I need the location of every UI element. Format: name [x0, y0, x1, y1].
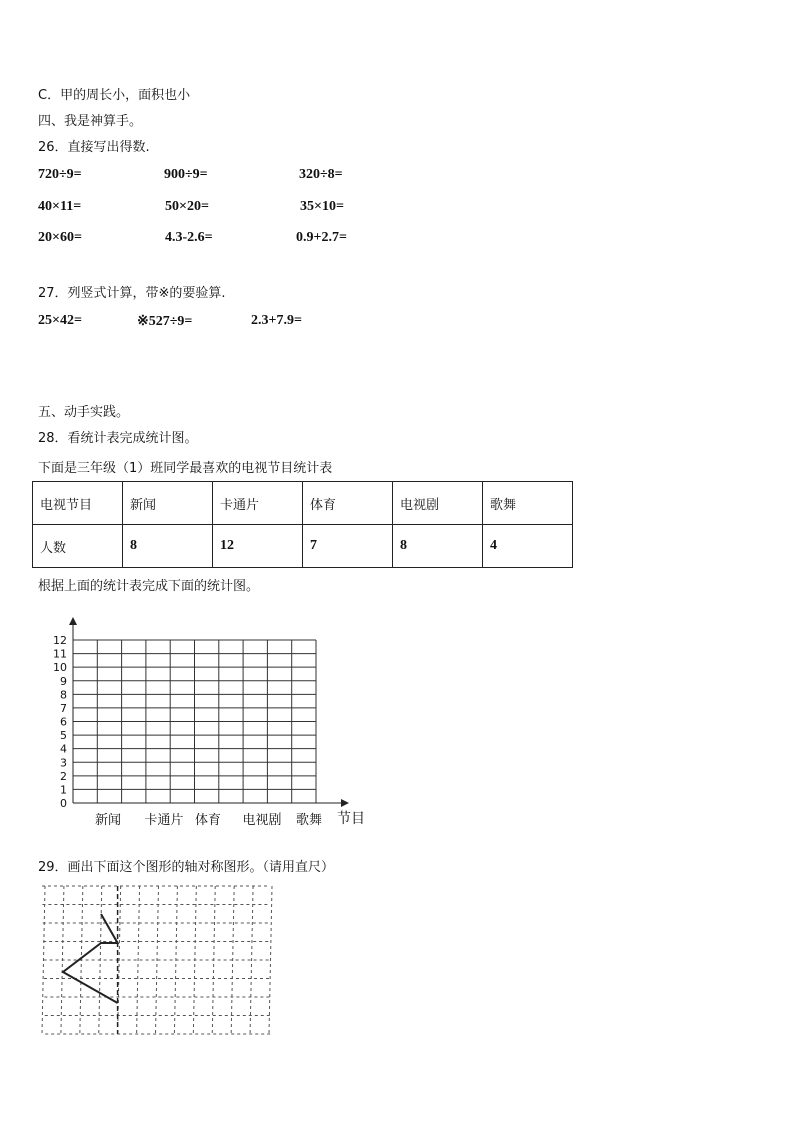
- x-category-label: 歌舞: [295, 813, 323, 828]
- q27-item: 2.3+7.9=: [251, 313, 302, 328]
- x-category-label: 电视剧: [242, 813, 282, 828]
- q27-item: ※527÷9=: [137, 314, 193, 329]
- chart-instruction: 根据上面的统计表完成下面的统计图。: [38, 579, 260, 594]
- section-5-heading: 五、动手实践。: [38, 405, 130, 420]
- table-title: 下面是三年级（1）班同学最喜欢的电视节目统计表: [38, 461, 333, 476]
- question-29-prompt: 29．画出下面这个图形的轴对称图形。（请用直尺）: [38, 860, 335, 875]
- table-cell: 8: [393, 525, 483, 568]
- y-tick-label: 10: [53, 661, 67, 675]
- table-cell: 7: [303, 525, 393, 568]
- x-category-label: 新闻: [94, 813, 122, 828]
- q26-item: 4.3-2.6=: [165, 230, 213, 245]
- y-tick-label: 1: [60, 783, 67, 797]
- half-figure-shape: [63, 914, 118, 1003]
- dashed-grid: [42, 886, 272, 1034]
- y-tick-label: 12: [53, 634, 67, 647]
- table-cell: 卡通片: [213, 482, 303, 525]
- y-tick-label: 11: [53, 647, 67, 661]
- table-cell: 人数: [33, 525, 123, 568]
- y-tick-label: 2: [60, 769, 67, 783]
- y-tick-label: 9: [60, 674, 67, 688]
- table-cell: 体育: [303, 482, 393, 525]
- y-tick-label: 0: [60, 797, 67, 810]
- y-tick-label: 6: [60, 715, 67, 729]
- x-axis-label: 节目: [337, 811, 365, 827]
- question-28-prompt: 28．看统计表完成统计图。: [38, 431, 198, 446]
- dashed-grid-line: [137, 886, 140, 1034]
- section-4-heading: 四、我是神算手。: [38, 114, 143, 129]
- y-tick-label: 8: [60, 688, 67, 702]
- option-c: C．甲的周长小，面积也小: [38, 88, 191, 103]
- question-27-prompt: 27．列竖式计算，带※的要验算.: [38, 286, 226, 301]
- table-cell: 电视剧: [393, 482, 483, 525]
- q26-item: 320÷8=: [299, 167, 343, 182]
- question-26-prompt: 26．直接写出得数.: [38, 140, 150, 155]
- q26-item: 20×60=: [38, 230, 82, 245]
- x-category-label: 卡通片: [144, 813, 184, 828]
- q26-item: 50×20=: [165, 199, 209, 214]
- table-cell: 4: [483, 525, 573, 568]
- dashed-grid-line: [269, 886, 272, 1034]
- x-category-label: 体育: [194, 813, 222, 828]
- y-tick-label: 3: [60, 756, 67, 770]
- y-tick-label: 5: [60, 729, 67, 743]
- q26-item: 900÷9=: [164, 167, 208, 182]
- q26-item: 720÷9=: [38, 167, 82, 182]
- y-tick-label: 7: [60, 701, 67, 715]
- table-cell: 歌舞: [483, 482, 573, 525]
- table-cell: 电视节目: [33, 482, 123, 525]
- table-cell: 12: [213, 525, 303, 568]
- q26-item: 0.9+2.7=: [296, 230, 347, 245]
- table-cell: 新闻: [123, 482, 213, 525]
- q27-item: 25×42=: [38, 313, 82, 328]
- table-cell: 8: [123, 525, 213, 568]
- q26-item: 40×11=: [38, 199, 82, 214]
- q26-item: 35×10=: [300, 199, 344, 214]
- y-tick-label: 4: [60, 742, 67, 756]
